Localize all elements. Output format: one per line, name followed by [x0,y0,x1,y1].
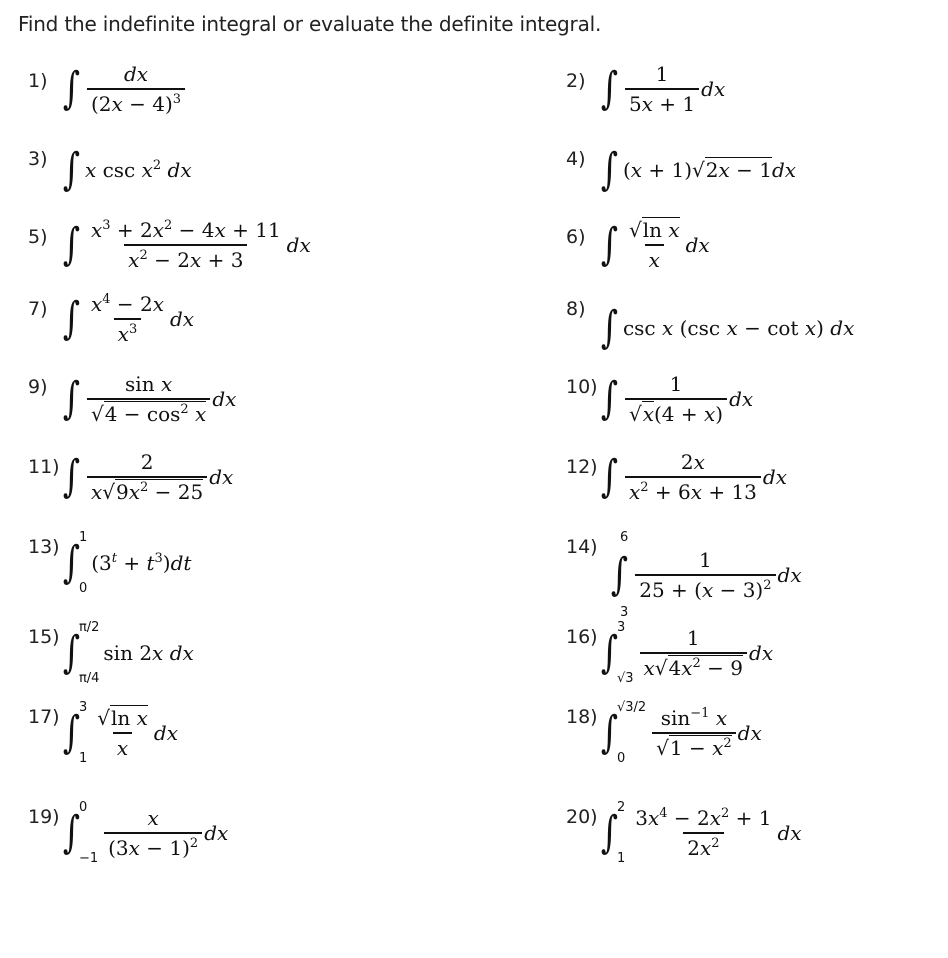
problem-11-expression: ∫ $\frac{2}{x√9x^2 - 25}$ dx [62,450,234,504]
problem-number: 14) [566,536,598,558]
problem-2-expression: ∫ $\frac{1}{5x + 1}$ dx [600,62,726,116]
problem-16-expression: ∫ 3 √3 $\frac{1}{x√4x^2 - 9}$ dx [600,620,774,686]
problem-6-expression: ∫ $\frac{\text{√ln x}}{x}$ dx [600,218,710,272]
problem-number: 3) [28,148,48,170]
problem-13-expression: ∫ 1 0 $(3^t + t^3)dt$ [62,530,192,596]
problem-17-expression: ∫ 3 1 $\frac{\text{√ln x}}{x}$ dx [62,700,178,766]
problem-3-expression: ∫ x $\csc x^2$ dx [62,144,192,195]
problem-number: 8) [566,298,586,320]
problem-1-expression: ∫ $\frac{dx}{(2x - 4)^3}$ [60,62,187,116]
instructions-title: Find the indefinite integral or evaluate the definite integral. [18,12,602,36]
problem-number: 6) [566,226,586,248]
problem-number: 20) [566,806,598,828]
problem-number: 4) [566,148,586,170]
problem-number: 12) [566,456,598,478]
problem-8-expression: ∫ csc x (csc x − cot x) dx [600,302,855,353]
problem-10-expression: ∫ $\frac{1}{√x(4 + x)}$ dx [600,372,754,426]
problem-12-expression: ∫ $\frac{2x}{x^2 + 6x + 13}$ dx [600,450,787,504]
problem-number: 5) [28,226,48,248]
problem-14-expression: 6 3 ∫ $\frac{1}{25 + (x - 3)^2}$ dx [611,530,802,620]
problem-20-expression: ∫ 2 1 $\frac{3x^4 - 2x^2 + 1}{2x^2}$ dx [600,800,802,866]
problem-number: 7) [28,298,48,320]
problem-number: 16) [566,626,598,648]
problem-number: 11) [28,456,60,478]
problem-4-expression: ∫ (x + 1)√2x − 1dx [600,144,797,195]
problem-18-expression: ∫ √3/2 0 $\frac{\sin^{-1} x}{√1 - x^2}$ dx [600,700,762,766]
problem-number: 10) [566,376,598,398]
problem-number: 17) [28,706,60,728]
problem-number: 2) [566,70,586,92]
problem-number: 1) [28,70,48,92]
problem-5-expression: ∫ $\frac{x^3 + 2x^2 - 4x + 11}{x^2 - 2x + 3}$ dx [62,218,311,272]
problem-number: 15) [28,626,60,648]
problem-number: 19) [28,806,60,828]
problem-15-expression: ∫ π/2 π/4 sin 2x dx [62,620,194,686]
problem-number: 18) [566,706,598,728]
problem-number: 13) [28,536,60,558]
problem-9-expression: ∫ $\frac{\text{sin x}}{√4 - \cos^2 x}$ dx [62,372,237,426]
problem-19-expression: ∫ 0 −1 $\frac{x}{(3x - 1)^2}$ dx [62,800,229,866]
problem-number: 9) [28,376,48,398]
problem-7-expression: ∫ $\frac{x^4 - 2x}{x^3}$ dx [62,292,195,346]
